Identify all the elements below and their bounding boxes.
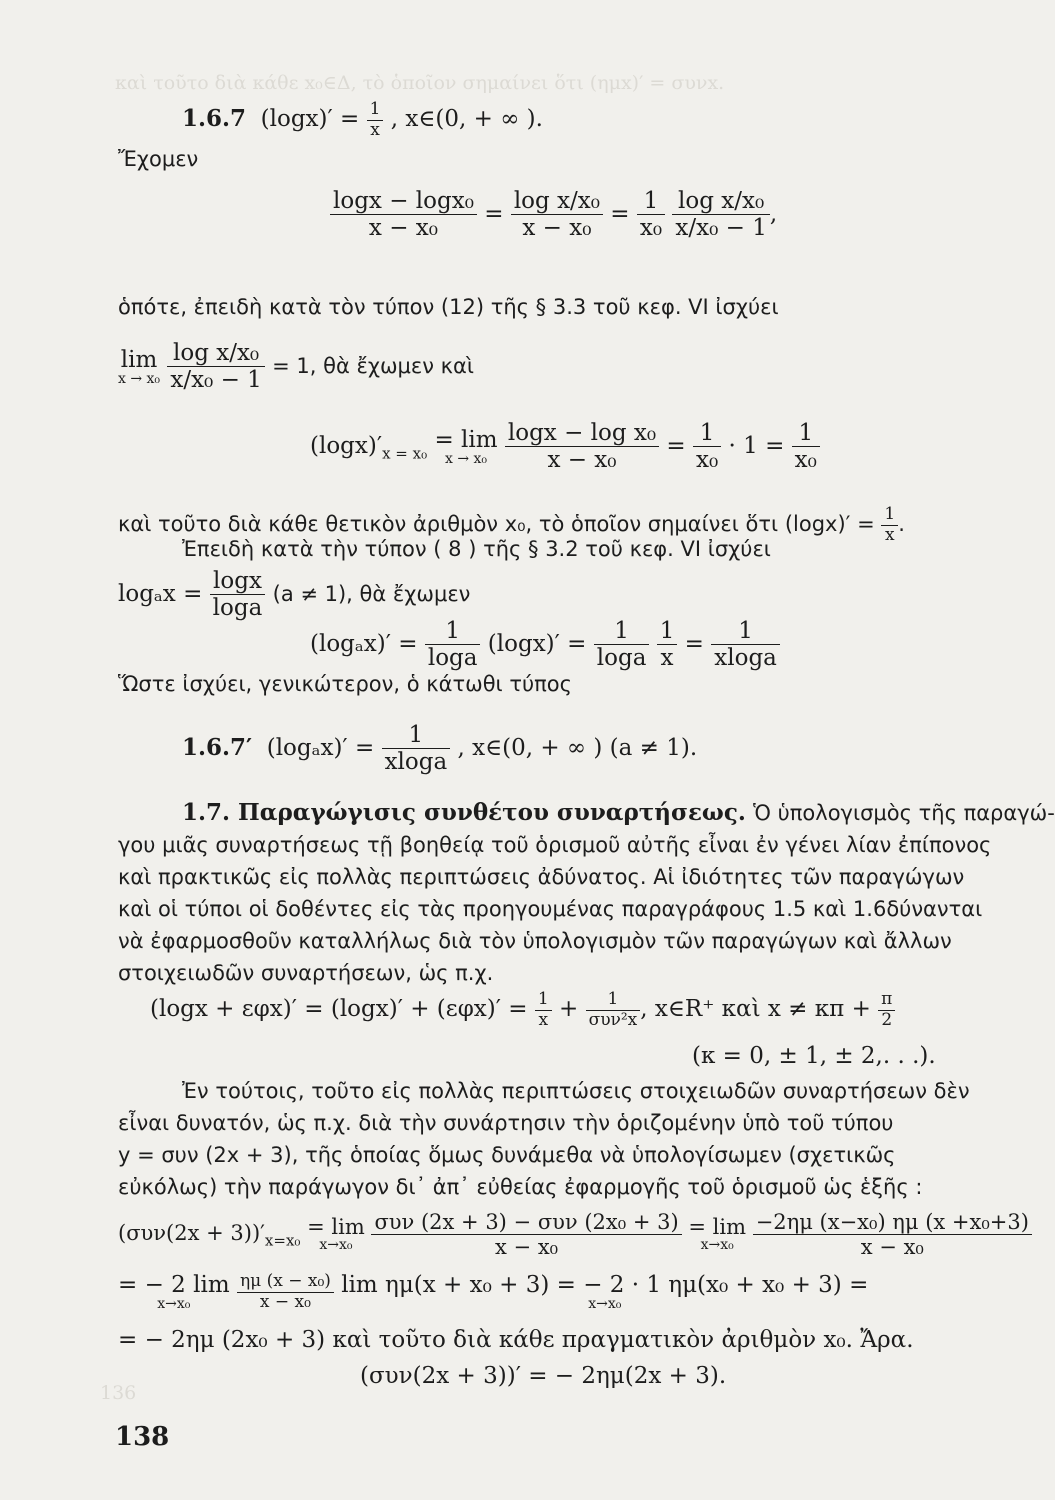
equation-4-condition: (κ = 0, ± 1, ± 2,. . .). [692, 1043, 936, 1069]
equation-2: $(\log x)'_{x = x_0}$ = lim x → x₀ $\frac{\text{logx − log x₀}}{\text{x − x₀}}$ = $\frac{1}{\text{x₀}}$ · 1 = $\frac{1}{\text{x₀}}$ [310, 420, 820, 474]
formula-domain: , x∈(0, + ∞ ). [390, 106, 543, 133]
fraction: $\frac{1}{xloga}$ [382, 722, 451, 776]
fraction: $\frac{\text{log x/x₀}}{\text{x/x₀ − 1}}$ [167, 340, 264, 394]
fraction: $\frac{1}{x}$ [881, 505, 898, 545]
limit-operator: lim ημ(x + x₀ + 3) = − 2 · 1 ημ(x₀ + x₀ + 3) = x→x₀ [341, 1271, 869, 1312]
paragraph-line: καὶ πρακτικῶς εἰς πολλὰς περιπτώσεις ἀδύνατος. Αἱ ἰδιότητες τῶν παραγώγων [118, 865, 965, 889]
bleed-through-text: 136 [100, 1382, 137, 1404]
fraction: $\frac{1}{\log a}$ [594, 618, 650, 672]
paragraph-line: Ἐν τούτοις, τοῦτο εἰς πολλὰς περιπτώσεις στοιχειωδῶν συναρτήσεων δὲν [182, 1079, 970, 1103]
fraction: $\frac{\text{συν (2x + 3) − συν (2x₀ + 3)}}{\text{x − x₀}}$ [371, 1210, 681, 1259]
fraction: $\frac{\text{ημ (x − x₀)}}{\text{x − x₀}}$ [237, 1272, 334, 1312]
section-heading: 1.7. Παραγώγισις συνθέτου συναρτήσεως. [182, 799, 746, 826]
limit-rest: = 1, θὰ ἔχωμεν καὶ [272, 353, 474, 378]
fraction: $\frac{\log x}{\log a}$ [210, 568, 266, 622]
page-number: 138 [115, 1422, 170, 1452]
equation-6 [118, 1272, 868, 1312]
limit-1 [118, 340, 474, 394]
paragraph-line: εἶναι δυνατόν, ὡς π.χ. διὰ τὴν συνάρτησιν τὴν ὁριζομένην ὑπὸ τοῦ τύπου [118, 1111, 894, 1135]
paragraph-line: εὐκόλως) τὴν παράγωγον δι᾽ ἀπ᾽ εὐθείας ἐφαρμογῆς τοῦ ὁρισμοῦ ὡς ἑξῆς : [118, 1175, 923, 1199]
bleed-through-text: καὶ τοῦτο διὰ κάθε x₀∈Δ, τὸ ὁποῖον σημαίνει ὅτι (ημx)′ = συνx. [115, 72, 725, 94]
equation-5: $(\sigma\upsilon\nu(2x + 3))'_{x=x_0}$ = lim x→x₀ $\frac{\text{συν (2x + 3) − συν (2x₀ + 3)}}{\text{x − x₀}}$ = lim x→x₀ $\frac{\text{−2ημ (x−x₀) ημ (x +x₀+3)}}{\text{x − x₀}}$ [118, 1210, 1032, 1259]
fraction: $\frac{1}{xloga}$ [711, 618, 780, 672]
section-17-heading-line: 1.7. Παραγώγισις συνθέτου συναρτήσεως. Ὁ ὑπολογισμὸς τῆς παραγώ- [182, 799, 1055, 826]
limit-operator: lim x → x₀ [118, 346, 161, 387]
equation-7: = − 2ημ (2x₀ + 3) καὶ τοῦτο διὰ κάθε πραγματικὸν ἀριθμὸν x₀. Ἄρα. [118, 1327, 914, 1353]
text-opote: ὁπότε, ἐπειδὴ κατὰ τὸν τύπον (12) τῆς § 3.3 τοῦ κεφ. VI ἰσχύει [118, 295, 779, 319]
fraction: $\frac{\pi}{2}$ [878, 990, 895, 1030]
formula-167 [182, 100, 543, 140]
fraction: $\frac{\text{log x/x₀}}{\text{x − x₀}}$ [511, 188, 603, 242]
formula-label: 1.6.7 [182, 105, 247, 133]
fraction: $\frac{1}{x}$ [535, 990, 552, 1030]
text-oste: Ὥστε ἰσχύει, γενικώτερον, ὁ κάτωθι τύπος [118, 672, 572, 696]
fraction: $\frac{\text{log x/x₀}}{\text{x/x₀ − 1}}$ [672, 188, 769, 242]
paragraph-line: y = συν (2x + 3), τῆς ὁποίας ὅμως δυνάμεθα νὰ ὑπολογίσωμεν (σχετικῶς [118, 1143, 896, 1167]
text-exomen: Ἔχομεν [118, 147, 199, 171]
limit-operator: = lim x → x₀ [434, 426, 498, 467]
fraction: $\frac{1}{\text{x₀}}$ [693, 420, 721, 474]
loga-definition: logₐx = $\frac{\log x}{\log a}$ (a ≠ 1), θὰ ἔχωμεν [118, 568, 471, 622]
paragraph-line: γου μιᾶς συναρτήσεως τῇ βοηθείᾳ τοῦ ὁρισμοῦ αὐτῆς εἶναι ἐν γένει λίαν ἐπίπονος [118, 833, 992, 857]
formula-167-prime: 1.6.7′ (logₐx)′ = $\frac{1}{xloga}$ , x∈(0, + ∞ ) (a ≠ 1). [182, 722, 698, 776]
equation-8: (συν(2x + 3))′ = − 2ημ(2x + 3). [360, 1363, 727, 1389]
limit-operator: = lim x→x₀ [307, 1215, 365, 1254]
fraction: $\frac{1}{\text{x₀}}$ [637, 188, 665, 242]
equation-3: (logₐx)′ = $\frac{1}{\log a}$ (logx)′ = $\frac{1}{\log a}$ $\frac{1}{x}$ = $\frac{1}{xloga}$ [310, 618, 780, 672]
equation-4: (logx + εφx)′ = (logx)′ + (εφx)′ = $\frac{1}{x}$ + $\frac{1}{\text{συν²x}}$ , x∈R⁺ καὶ x ≠ κπ + $\frac{\pi}{2}$ [150, 990, 895, 1030]
fraction: $\frac{\text{−2ημ (x−x₀) ημ (x +x₀+3)}}{\text{x − x₀}}$ [753, 1210, 1032, 1259]
fraction: $\frac{\text{logx − log x₀}}{\text{x − x₀}}$ [505, 420, 659, 474]
fraction: $\frac{1}{x}$ [367, 100, 384, 140]
limit-operator: = lim x→x₀ [688, 1215, 746, 1254]
fraction: $\frac{1}{\text{x₀}}$ [792, 420, 820, 474]
paragraph-line: στοιχειωδῶν συναρτήσεων, ὡς π.χ. [118, 961, 494, 985]
fraction: $\frac{1}{x}$ [657, 618, 678, 672]
fraction: $\frac{1}{\text{συν²x}}$ [586, 990, 641, 1030]
equation-1: $\frac{\text{logx − logx₀}}{\text{x − x₀}}$ = $\frac{\text{log x/x₀}}{\text{x − x₀}}$ = $\frac{1}{\text{x₀}}$ $\frac{\text{log x/x₀}}{\text{x/x₀ − 1}}$ , [330, 188, 777, 242]
limit-operator: = − 2 lim x→x₀ [118, 1271, 230, 1312]
fraction: $\frac{1}{\log a}$ [425, 618, 481, 672]
formula-lhs: (logx)′ = [260, 106, 360, 133]
text-kai-touto: καὶ τοῦτο διὰ κάθε θετικὸν ἀριθμὸν x₀, τὸ ὁποῖον σημαίνει ὅτι (logx)′ = $\frac{1}{x}$ . [118, 504, 905, 545]
paragraph-line: καὶ οἱ τύποι οἱ δοθέντες εἰς τὰς προηγουμένας παραγράφους 1.5 καὶ 1.6δύνανται [118, 897, 983, 921]
fraction: $\frac{\text{logx − logx₀}}{\text{x − x₀}}$ [330, 188, 477, 242]
text-epeidi: Ἐπειδὴ κατὰ τὴν τύπον ( 8 ) τῆς § 3.2 τοῦ κεφ. VI ἰσχύει [182, 537, 771, 561]
paragraph-line: νὰ ἐφαρμοσθοῦν καταλλήλως διὰ τὸν ὑπολογισμὸν τῶν παραγώγων καὶ ἄλλων [118, 929, 952, 953]
